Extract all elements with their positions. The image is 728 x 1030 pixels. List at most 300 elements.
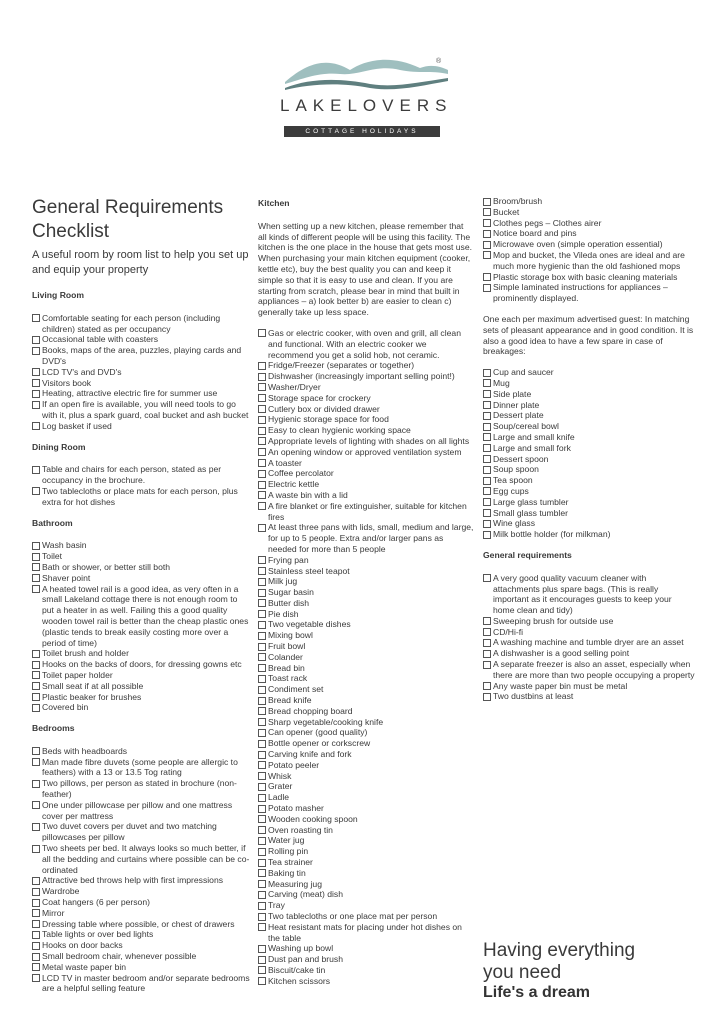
checkbox-icon[interactable]	[258, 923, 266, 931]
checkbox-icon[interactable]	[258, 427, 266, 435]
checkbox-icon[interactable]	[483, 241, 491, 249]
checklist-item-label: Cutlery box or divided drawer	[268, 403, 380, 414]
checklist-item	[483, 616, 695, 627]
checkbox-icon[interactable]	[483, 682, 491, 690]
checkbox-icon[interactable]	[483, 628, 491, 636]
checkbox-icon[interactable]	[483, 617, 491, 625]
checklist-item	[258, 404, 474, 415]
brand-tagline: COTTAGE HOLIDAYS	[284, 126, 440, 137]
checklist-item	[483, 486, 695, 497]
checklist-item-label: Washer/Dryer	[268, 381, 321, 392]
checkbox-icon[interactable]	[32, 704, 40, 712]
checkbox-icon[interactable]	[483, 412, 491, 420]
checkbox-icon[interactable]	[483, 531, 491, 539]
checklist-item	[483, 282, 695, 304]
checklist-item-label: Water jug	[268, 835, 305, 846]
checklist-item	[32, 540, 250, 551]
checklist-item	[258, 663, 474, 674]
checkbox-icon[interactable]	[32, 585, 40, 593]
checkbox-icon[interactable]	[32, 390, 40, 398]
checklist-item	[258, 749, 474, 760]
checklist-item-label: Small glass tumbler	[493, 507, 568, 518]
checkbox-icon[interactable]	[32, 487, 40, 495]
checklist-item-label: Fruit bowl	[268, 641, 306, 652]
checklist-item	[32, 334, 250, 345]
checkbox-icon[interactable]	[32, 963, 40, 971]
checklist-item	[32, 421, 250, 432]
checklist-item	[483, 207, 695, 218]
checklist-item-label: Measuring jug	[268, 878, 322, 889]
checklist-item	[258, 609, 474, 620]
checklist-item	[258, 868, 474, 879]
checklist-item-label: Gas or electric cooker, with oven and grill, all clean and functional. With an electric cooker we recommend you get a solid hob, not ceramic.	[268, 327, 461, 360]
checklist-item	[483, 228, 695, 239]
checklist-item-label: Mug	[493, 377, 510, 388]
checklist-item	[483, 691, 695, 702]
checkbox-icon[interactable]	[32, 671, 40, 679]
checklist-item	[258, 857, 474, 868]
checkbox-icon[interactable]	[258, 729, 266, 737]
checklist-item-label: Bread chopping board	[268, 705, 353, 716]
checkbox-icon[interactable]	[258, 869, 266, 877]
checkbox-icon[interactable]	[483, 423, 491, 431]
checklist-item	[32, 464, 250, 486]
checklist-item	[258, 727, 474, 738]
checkbox-icon[interactable]	[258, 902, 266, 910]
checklist-item	[258, 641, 474, 652]
checklist-item	[258, 652, 474, 663]
checklist-item-label: Toilet paper holder	[42, 669, 113, 680]
checklist-item-label: Covered bin	[42, 702, 89, 713]
checkbox-icon[interactable]	[258, 448, 266, 456]
checkbox-icon[interactable]	[483, 273, 491, 281]
checkbox-icon[interactable]	[258, 697, 266, 705]
title-line-2: Checklist	[32, 221, 110, 242]
checkbox-icon[interactable]	[258, 481, 266, 489]
checklist-item	[258, 846, 474, 857]
checkbox-icon[interactable]	[258, 880, 266, 888]
checklist-item	[258, 555, 474, 566]
checklist-item-label: Bucket	[493, 206, 520, 217]
checklist-item-label: Kitchen scissors	[268, 975, 331, 986]
checklist-item-label: Broom/brush	[493, 196, 543, 206]
checklist-item	[258, 976, 474, 987]
checkbox-icon[interactable]	[32, 931, 40, 939]
checklist-item	[258, 522, 474, 554]
checklist-item-label: A very good quality vacuum cleaner with attachments plus spare bags. (This is really important as it encourages guests to keep your home clean and tidy)	[493, 572, 672, 616]
checklist-item-label: Dessert plate	[493, 410, 544, 421]
checklist-item	[32, 940, 250, 951]
checkbox-icon[interactable]	[258, 567, 266, 575]
checkbox-icon[interactable]	[483, 520, 491, 528]
checklist-item-label: Two duvet covers per duvet and two matching pillowcases per pillow	[42, 821, 217, 843]
checkbox-icon[interactable]	[258, 815, 266, 823]
checklist-item-label: Rolling pin	[268, 846, 309, 857]
checklist-item-label: Tea spoon	[493, 475, 533, 486]
checkbox-icon[interactable]	[258, 610, 266, 618]
checklist-item-label: Books, maps of the area, puzzles, playing cards and DVD's	[42, 345, 242, 366]
checkbox-icon[interactable]	[258, 848, 266, 856]
checkbox-icon[interactable]	[258, 383, 266, 391]
checklist-item-label: Dessert spoon	[493, 453, 549, 464]
checkbox-icon[interactable]	[258, 502, 266, 510]
checkbox-icon[interactable]	[483, 401, 491, 409]
checklist-item-label: Large and small fork	[493, 442, 571, 453]
checkbox-icon[interactable]	[32, 877, 40, 885]
mountains-icon	[280, 48, 450, 98]
checkbox-icon[interactable]	[258, 491, 266, 499]
checklist-item-label: Simple laminated instructions for appliances – prominently displayed.	[493, 282, 668, 304]
checklist-item-label: Colander	[268, 651, 303, 662]
checklist-item-label: If an open fire is available, you will need tools to go with it, plus a spark guard, coal bucket and ash bucket	[42, 399, 249, 420]
checkbox-icon[interactable]	[483, 230, 491, 238]
section-heading-bedrooms: Bedrooms	[32, 723, 75, 734]
checklist-item	[258, 414, 474, 425]
checklist-item	[32, 746, 250, 757]
checkbox-icon[interactable]	[258, 653, 266, 661]
checklist-item-label: Two dustbins at least	[493, 691, 574, 702]
checklist-item-label: Oven roasting tin	[268, 824, 333, 835]
checklist-item-label: Tray	[268, 900, 285, 911]
checkbox-icon[interactable]	[32, 920, 40, 928]
checklist-item-label: Electric kettle	[268, 479, 320, 490]
checklist-item	[32, 800, 250, 822]
checklist-item-label: Large and small knife	[493, 431, 575, 442]
checkbox-icon[interactable]	[483, 369, 491, 377]
checklist-item-label: Beds with headboards	[42, 745, 128, 756]
checkbox-icon[interactable]	[32, 466, 40, 474]
title-line-1: General Requirements	[32, 197, 224, 218]
kitchen-list	[258, 328, 474, 987]
checklist-item	[32, 681, 250, 692]
checkbox-icon[interactable]	[32, 953, 40, 961]
checkbox-icon[interactable]	[258, 913, 266, 921]
checkbox-icon[interactable]	[483, 198, 491, 206]
checkbox-icon[interactable]	[32, 401, 40, 409]
checkbox-icon[interactable]	[258, 664, 266, 672]
checkbox-icon[interactable]	[32, 747, 40, 755]
section-heading-living-room: Living Room	[32, 290, 85, 300]
checkbox-icon[interactable]	[258, 837, 266, 845]
checkbox-icon[interactable]	[258, 891, 266, 899]
section-heading-dining-room: Dining Room	[32, 441, 86, 452]
checklist-item	[483, 389, 695, 400]
checklist-item	[258, 458, 474, 469]
checklist-item-label: Metal waste paper bin	[42, 961, 127, 972]
checklist-item-label: Dishwasher (increasingly important selling point!)	[268, 371, 455, 382]
checkbox-icon[interactable]	[258, 459, 266, 467]
checkbox-icon[interactable]	[32, 347, 40, 355]
checklist-item	[258, 825, 474, 836]
checklist-item	[258, 814, 474, 825]
checkbox-icon[interactable]	[483, 466, 491, 474]
checklist-item-label: Two tablecloths or one place mat per person	[268, 911, 438, 921]
column-middle	[258, 196, 474, 997]
checkbox-icon[interactable]	[258, 599, 266, 607]
checkbox-icon[interactable]	[32, 693, 40, 701]
checkbox-icon[interactable]	[258, 556, 266, 564]
checklist-item-label: Carving (meat) dish	[268, 889, 343, 900]
checkbox-icon[interactable]	[258, 707, 266, 715]
checklist-item-label: Sweeping brush for outside use	[493, 615, 614, 626]
checklist-item-label: Side plate	[493, 388, 532, 399]
checkbox-icon[interactable]	[483, 379, 491, 387]
checklist-item-label: Shaver point	[42, 572, 91, 583]
checklist-item-label: Small bedroom chair, whenever possible	[42, 951, 197, 962]
checkbox-icon[interactable]	[258, 751, 266, 759]
checklist-item-label: Table lights or over bed lights	[42, 929, 154, 940]
checkbox-icon[interactable]	[32, 780, 40, 788]
checkbox-icon[interactable]	[483, 639, 491, 647]
checkbox-icon[interactable]	[258, 524, 266, 532]
checklist-item	[258, 566, 474, 577]
checklist-item	[258, 436, 474, 447]
checkbox-icon[interactable]	[483, 390, 491, 398]
checkbox-icon[interactable]	[258, 437, 266, 445]
checkbox-icon[interactable]	[32, 801, 40, 809]
checklist-item	[258, 468, 474, 479]
checklist-item	[483, 421, 695, 432]
checklist-item	[258, 922, 474, 944]
checklist-item	[32, 388, 250, 399]
checkbox-icon[interactable]	[258, 966, 266, 974]
checklist-item	[483, 378, 695, 389]
checkbox-icon[interactable]	[483, 219, 491, 227]
checklist-item-label: Condiment set	[268, 684, 324, 695]
checklist-item-label: CD/Hi-fi	[493, 626, 524, 637]
checkbox-icon[interactable]	[483, 498, 491, 506]
checklist-item-label: Stainless steel teapot	[268, 565, 350, 576]
checkbox-icon[interactable]	[32, 336, 40, 344]
checkbox-icon[interactable]	[258, 740, 266, 748]
checklist-item	[258, 425, 474, 436]
checkbox-icon[interactable]	[32, 314, 40, 322]
checklist-item	[32, 908, 250, 919]
checklist-item-label: Appropriate levels of lighting with shades on all lights	[268, 435, 470, 446]
checklist-item	[258, 393, 474, 404]
checkbox-icon[interactable]	[258, 329, 266, 337]
checkbox-icon[interactable]	[483, 693, 491, 701]
checklist-item	[258, 576, 474, 587]
checkbox-icon[interactable]	[258, 761, 266, 769]
checkbox-icon[interactable]	[258, 794, 266, 802]
checklist-item	[32, 875, 250, 886]
checkbox-icon[interactable]	[483, 455, 491, 463]
checklist-item	[483, 659, 695, 681]
checklist-item	[483, 464, 695, 475]
checklist-item-label: Microwave oven (simple operation essential)	[493, 239, 663, 250]
checkbox-icon[interactable]	[32, 661, 40, 669]
checklist-item	[258, 760, 474, 771]
checklist-item	[258, 717, 474, 728]
checkbox-icon[interactable]	[258, 826, 266, 834]
registered-mark: ®	[436, 58, 442, 65]
checklist-item-label: Two pillows, per person as stated in brochure (non-feather)	[42, 778, 237, 800]
checklist-item	[258, 771, 474, 782]
checklist-item	[483, 196, 695, 207]
checkbox-icon[interactable]	[258, 373, 266, 381]
checklist-item-label: Baking tin	[268, 867, 306, 878]
checkbox-icon[interactable]	[258, 643, 266, 651]
checkbox-icon[interactable]	[258, 675, 266, 683]
checkbox-icon[interactable]	[32, 942, 40, 950]
checklist-item	[258, 328, 474, 360]
footer-line-2: you need	[483, 962, 562, 983]
checkbox-icon[interactable]	[258, 805, 266, 813]
footer-tagline: Life's a dream	[483, 984, 590, 1001]
checkbox-icon[interactable]	[32, 758, 40, 766]
checkbox-icon[interactable]	[258, 362, 266, 370]
checklist-item-label: Bread knife	[268, 695, 312, 706]
checkbox-icon[interactable]	[32, 682, 40, 690]
checkbox-icon[interactable]	[258, 405, 266, 413]
checklist-item	[32, 399, 250, 421]
checkbox-icon[interactable]	[258, 394, 266, 402]
checklist-item-label: Tea strainer	[268, 857, 313, 868]
checklist-item-label: A toaster	[268, 457, 302, 468]
checkbox-icon[interactable]	[483, 574, 491, 582]
checkbox-icon[interactable]	[258, 589, 266, 597]
checkbox-icon[interactable]	[32, 379, 40, 387]
checklist-item-label: Occasional table with coasters	[42, 334, 159, 345]
checklist-item-label: LCD TV's and DVD's	[42, 366, 122, 377]
bedrooms-list	[32, 746, 250, 994]
checkbox-icon[interactable]	[258, 416, 266, 424]
checkbox-icon[interactable]	[483, 208, 491, 216]
checkbox-icon[interactable]	[258, 686, 266, 694]
checklist-item	[483, 410, 695, 421]
checklist-item	[258, 781, 474, 792]
checklist-item	[258, 630, 474, 641]
checkbox-icon[interactable]	[483, 477, 491, 485]
checklist-item	[258, 954, 474, 965]
checkbox-icon[interactable]	[483, 444, 491, 452]
checklist-item	[258, 911, 474, 922]
checkbox-icon[interactable]	[258, 859, 266, 867]
checkbox-icon[interactable]	[32, 650, 40, 658]
checklist-item-label: Hygienic storage space for food	[268, 414, 389, 425]
checkbox-icon[interactable]	[258, 945, 266, 953]
checkbox-icon[interactable]	[32, 563, 40, 571]
checklist-item	[32, 584, 250, 649]
checklist-item-label: Whisk	[268, 770, 292, 781]
checklist-item	[483, 508, 695, 519]
checkbox-icon[interactable]	[258, 632, 266, 640]
checklist-item	[483, 497, 695, 508]
checklist-item-label: Toast rack	[268, 673, 308, 684]
checklist-item	[483, 475, 695, 486]
checklist-item	[32, 778, 250, 800]
checklist-item-label: Notice board and pins	[493, 228, 577, 239]
checklist-item-label: A heated towel rail is a good idea, as very often in a small Lakeland cottage there is not enough room to put a heater in as well. Failing this a good quality wooden towel rail is better than the cheap plastic ones (plastic tends to break easily costing more over a period of time)	[42, 583, 249, 648]
checklist-item	[258, 382, 474, 393]
checkbox-icon[interactable]	[32, 909, 40, 917]
checkbox-icon[interactable]	[483, 661, 491, 669]
checklist-item	[32, 897, 250, 908]
checkbox-icon[interactable]	[258, 718, 266, 726]
checklist-item	[32, 670, 250, 681]
checklist-item	[258, 598, 474, 609]
checklist-item-label: A fire blanket or fire extinguisher, suitable for kitchen fires	[268, 500, 467, 522]
checklist-item-label: Visitors book	[42, 377, 92, 388]
checkbox-icon[interactable]	[483, 650, 491, 658]
checklist-item-label: Fridge/Freezer (separates or together)	[268, 360, 415, 371]
checkbox-icon[interactable]	[258, 783, 266, 791]
checklist-item-label: Frying pan	[268, 554, 309, 565]
checklist-item	[32, 692, 250, 703]
checklist-item	[32, 973, 250, 995]
checkbox-icon[interactable]	[32, 845, 40, 853]
checklist-item	[32, 345, 250, 367]
checklist-item	[32, 929, 250, 940]
checkbox-icon[interactable]	[258, 578, 266, 586]
checkbox-icon[interactable]	[32, 542, 40, 550]
checklist-item	[483, 218, 695, 229]
checkbox-icon[interactable]	[258, 470, 266, 478]
checkbox-icon[interactable]	[32, 574, 40, 582]
checkbox-icon[interactable]	[483, 433, 491, 441]
checklist-item	[32, 486, 250, 508]
footer-line-1: Having everything	[483, 940, 636, 961]
checklist-item-label: Wooden cooking spoon	[268, 813, 358, 824]
checklist-item-label: Carving knife and fork	[268, 749, 352, 760]
checkbox-icon[interactable]	[32, 888, 40, 896]
checklist-item	[258, 479, 474, 490]
checklist-item-label: Log basket if used	[42, 420, 112, 431]
checklist-item	[258, 835, 474, 846]
checklist-item	[258, 965, 474, 976]
brand-name: LAKELOVERS	[280, 96, 453, 115]
checklist-item-label: Mop and bucket, the Vileda ones are ideal and are much more hygienic than the old fashioned mops	[493, 249, 685, 271]
checklist-item-label: Egg cups	[493, 485, 529, 496]
checkbox-icon[interactable]	[32, 553, 40, 561]
checklist-item	[483, 454, 695, 465]
checklist-item-label: Heat resistant mats for placing under hot dishes on the table	[268, 921, 462, 943]
checklist-item-label: Grater	[268, 781, 293, 792]
checkbox-icon[interactable]	[483, 509, 491, 517]
checkbox-icon[interactable]	[32, 823, 40, 831]
checklist-item-label: Milk bottle holder (for milkman)	[493, 529, 611, 540]
section-heading-kitchen: Kitchen	[258, 198, 290, 208]
checklist-item-label: Dust pan and brush	[268, 954, 344, 965]
checklist-item-label: Bath or shower, or better still both	[42, 561, 171, 572]
checkbox-icon[interactable]	[32, 899, 40, 907]
checkbox-icon[interactable]	[483, 487, 491, 495]
section-heading-general-requirements: General requirements	[483, 549, 572, 560]
checkbox-icon[interactable]	[258, 772, 266, 780]
checklist-item	[258, 889, 474, 900]
checklist-item-label: Two sheets per bed. It always looks so much better, if all the bedding and curtains where possible can be co-ordinated	[42, 843, 250, 875]
checklist-item-label: Plastic beaker for brushes	[42, 691, 142, 702]
bathroom-list	[32, 540, 250, 713]
checkbox-icon[interactable]	[483, 284, 491, 292]
checkbox-icon[interactable]	[258, 956, 266, 964]
checklist-item-label: Storage space for crockery	[268, 392, 371, 403]
checkbox-icon[interactable]	[32, 422, 40, 430]
checklist-item-label: Sugar basin	[268, 587, 314, 598]
checklist-item	[258, 587, 474, 598]
checkbox-icon[interactable]	[258, 977, 266, 985]
checkbox-icon[interactable]	[32, 974, 40, 982]
checklist-item-label: Milk jug	[268, 576, 298, 587]
checklist-item-label: Soup spoon	[493, 464, 539, 475]
checkbox-icon[interactable]	[258, 621, 266, 629]
checkbox-icon[interactable]	[32, 368, 40, 376]
section-heading-bathroom: Bathroom	[32, 517, 73, 528]
checklist-item	[258, 501, 474, 523]
checklist-item-label: A waste bin with a lid	[268, 489, 348, 500]
checkbox-icon[interactable]	[483, 251, 491, 259]
